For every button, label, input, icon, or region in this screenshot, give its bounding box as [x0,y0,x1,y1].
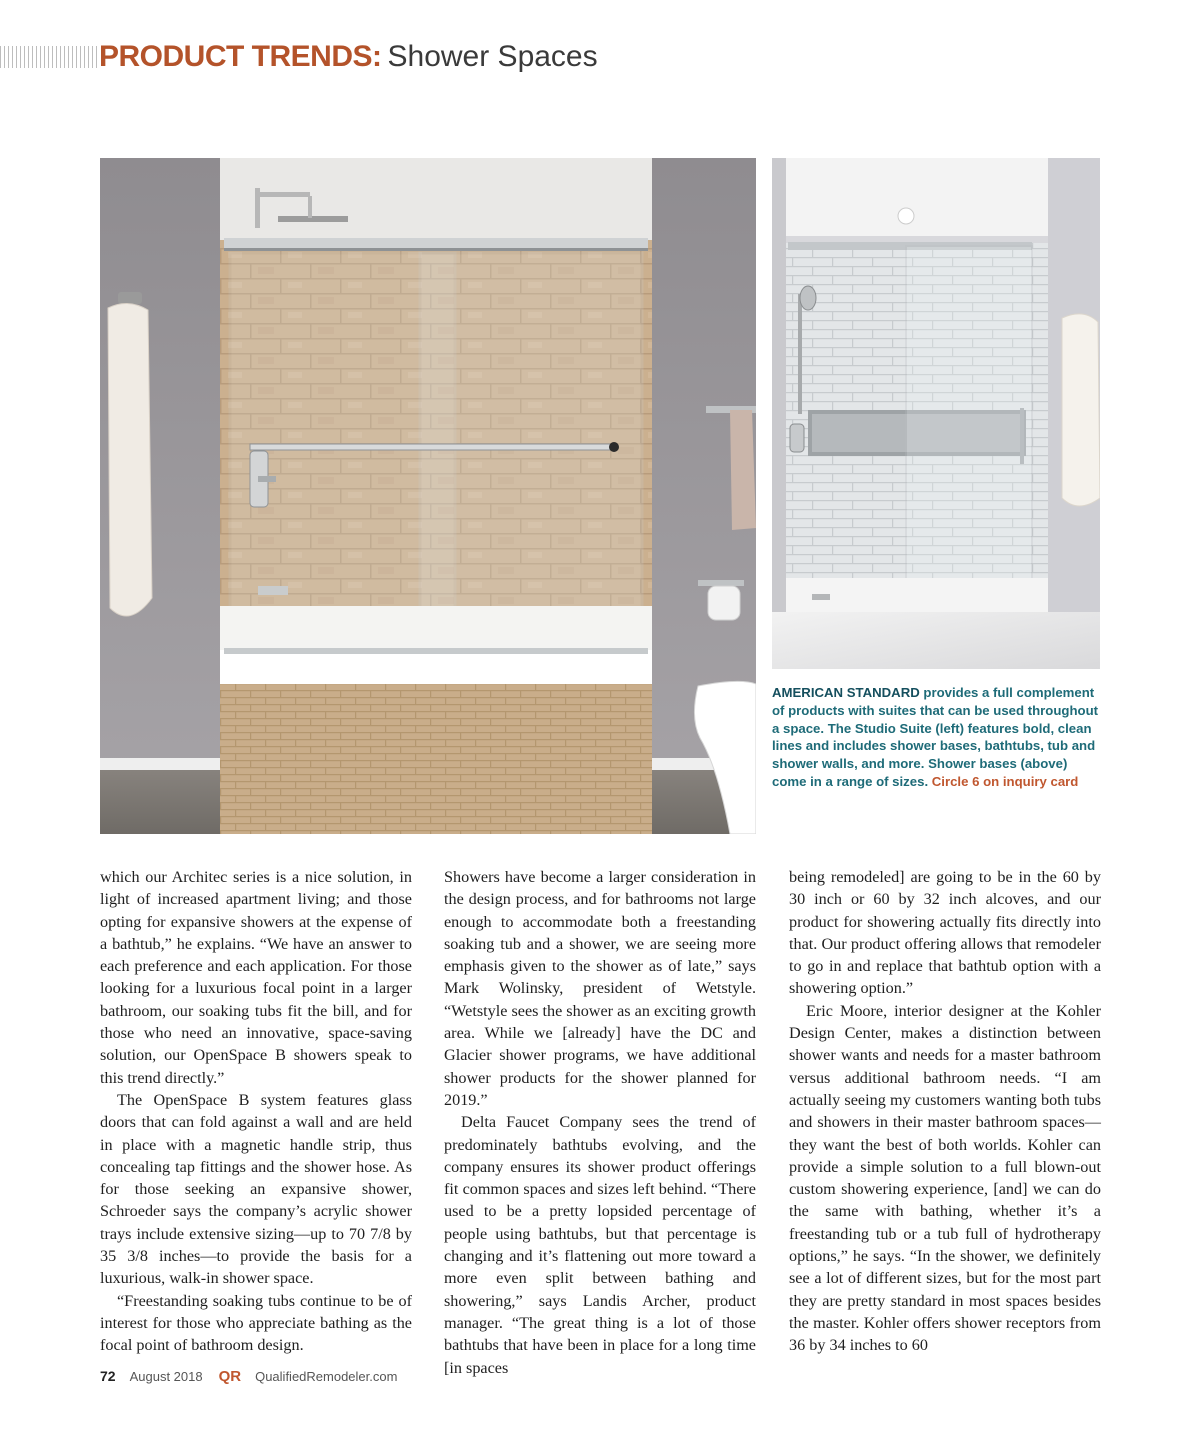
paragraph: “Freestanding soaking tubs continue to be of interest for those who appreciate bathing as the focal point of bathroom design. [100,1291,412,1355]
section-label: PRODUCT TRENDS: [99,40,382,73]
page-footer [100,1368,397,1385]
article-column-2 [444,866,756,1379]
section-topic: Shower Spaces [387,40,598,73]
paragraph: Showers have become a larger consideration in the design process, and for bathrooms not large enough to accommodate both a freestanding soaking tub and a shower, we are seeing more emphasis given to the shower as of late,” says Mark Wolinsky, president of Wetstyle. “Wetstyle sees the shower as an exciting growth area. While we [already] have the DC and Glacier shower programs, we have additional shower products for the shower planned for 2019.” [444,868,757,1109]
paragraph: The OpenSpace B system features glass doors that can fold against a wall and are held in place with a magnetic handle strip, thus concealing tap fittings and the shower hose. As for those seeking an expansive shower, Schroeder says the company’s acrylic shower trays include extensive sizing—up to 70 7/8 by 35 3/8 inches—to provide the basis for a luxurious, walk-in shower space. [100,1090,412,1288]
website-link[interactable]: QualifiedRemodeler.com [255,1369,398,1384]
bathtub-shower-photo [100,158,756,834]
article-column-1 [100,866,412,1357]
caption-brand: AMERICAN STANDARD [772,685,920,700]
paragraph: being remodeled] are going to be in the 60 by 30 inch or 60 by 32 inch alcoves, and our product for showering actually fits directly into that. Our product offering allows that remodeler to go in and replace that bathtub option with a showering option.” [789,868,1101,998]
page-number: 72 [100,1368,116,1384]
walk-in-shower-photo [772,158,1100,669]
qr-logo: QR [218,1368,242,1385]
inquiry-card-note: Circle 6 on inquiry card [931,773,1079,789]
photo-caption [772,684,1102,791]
header-stripe-decoration [0,46,98,68]
caption-text: provides a full complement of products with suites that can be used throughout a space. The Studio Suite (left) features bold, clean lines and includes shower bases, bathtubs, tub and shower walls, and more. Shower bases (above) come in a range of sizes. [772,685,1099,789]
page-title [99,38,598,76]
article-column-3 [789,866,1101,1357]
paragraph: which our Architec series is a nice solution, in light of increased apartment living; and those opting for expansive showers at the expense of a bathtub,” he explains. “We have an answer to each preference and each application. For those looking for a luxurious focal point in a larger bathroom, our soaking tubs fit the bill, and for those who need an innovative, space-saving solution, our OpenSpace B showers speak to this trend directly.” [100,868,412,1087]
page-header [0,38,1200,78]
paragraph: Delta Faucet Company sees the trend of predominately bathtubs evolving, and the company ensures its shower product offerings fit common spaces and sizes left behind. “There used to be a pretty lopsided percentage of people using bathtubs, but that percentage is changing and it’s flattening out more toward a more even split between bathing and showering,” says Landis Archer, product manager. “The great thing is a lot of those bathtubs that have been in place for a long time [in spaces [444,1113,756,1377]
paragraph: Eric Moore, interior designer at the Kohler Design Center, makes a distinction between shower wants and needs for a master bathroom versus additional bathroom needs. “I am actually seeing my customers wanting both tubs and showers in their master bathroom spaces—they want the best of both worlds. Kohler can provide a simple solution to a full blown-out custom showering experience, [and] we can do the same with bathing, whether it’s a freestanding tub or a tub full of hydrotherapy options,” he says. “In the shower, we definitely see a lot of different sizes, but for the most part they are pretty standard in most spaces besides the master. Kohler offers shower receptors from 36 by 34 inches to 60 [789,1001,1101,1355]
issue-date: August 2018 [129,1369,203,1384]
